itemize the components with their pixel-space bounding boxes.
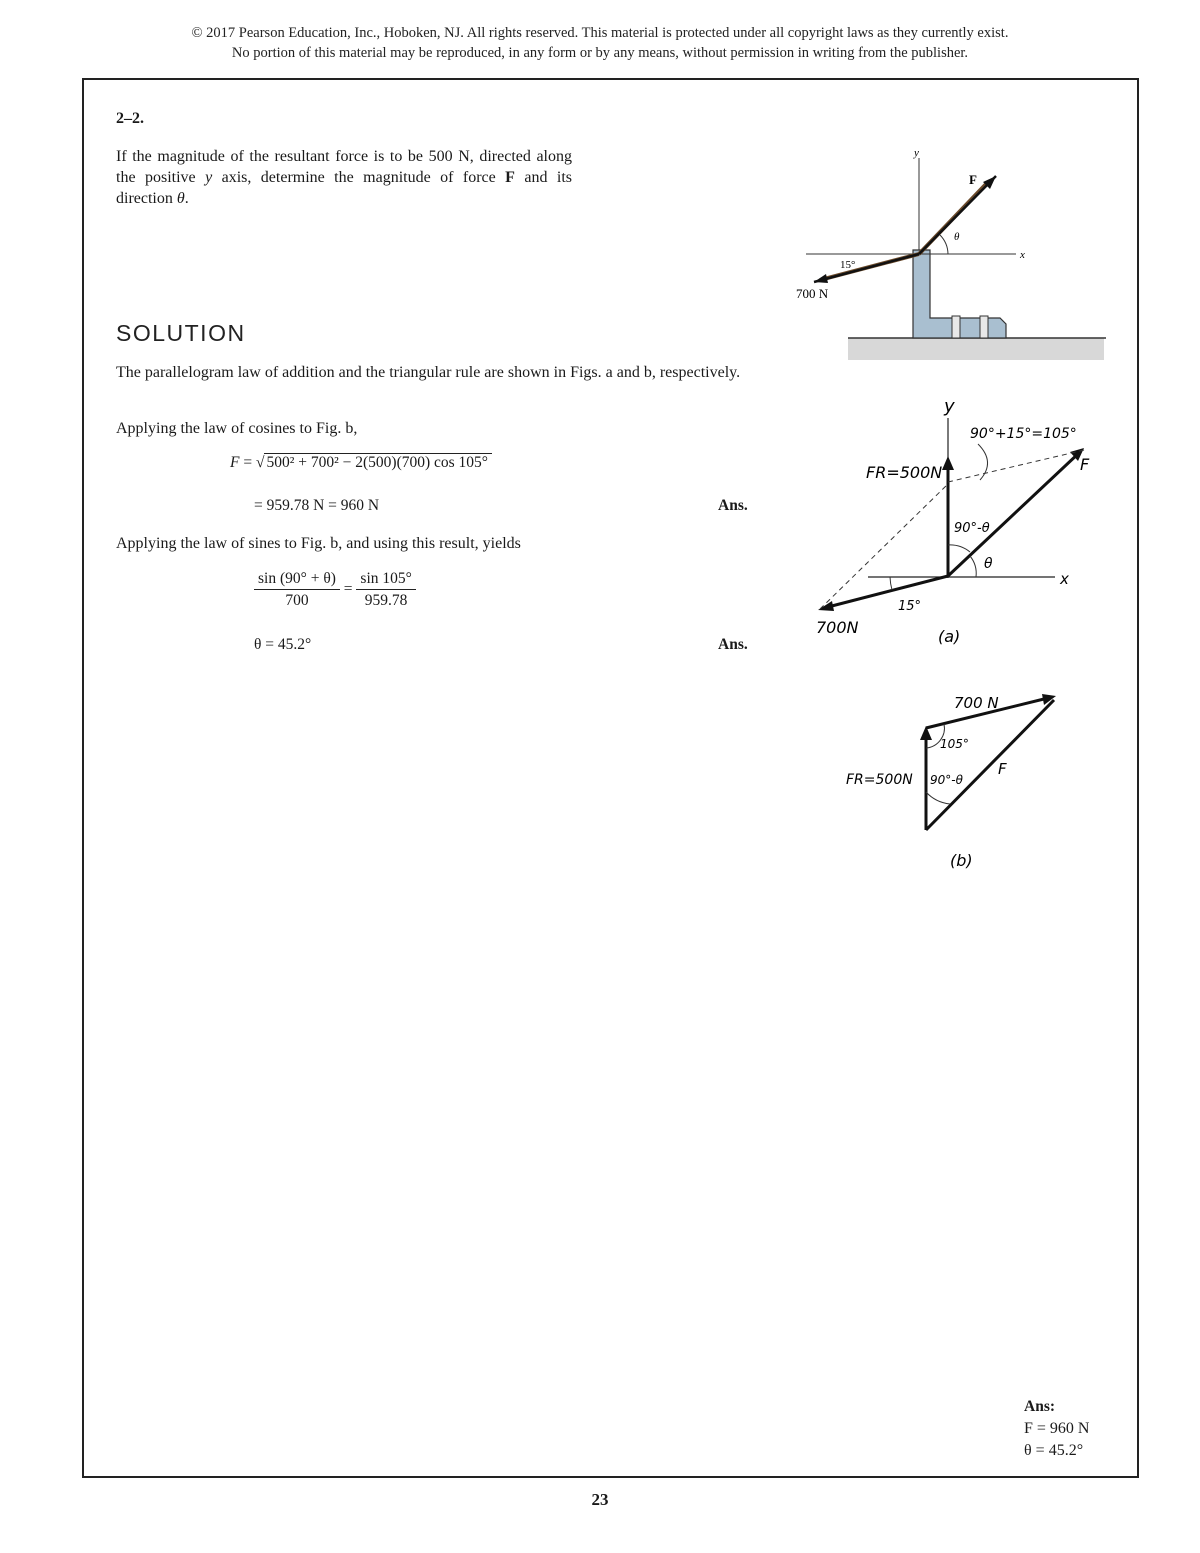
x-axis-label: x bbox=[1020, 249, 1025, 261]
y-axis-label: y bbox=[914, 147, 919, 159]
angle-15-label: 15° bbox=[840, 259, 856, 271]
fig-b-ninety-label: 90°-θ bbox=[930, 773, 963, 787]
fig-b-700-label: 700 N bbox=[954, 694, 999, 712]
fig-a-arc-15 bbox=[890, 577, 892, 590]
sine-equation: $\frac{\sin (90^\circ + \theta)}{700}$ = $\frac{\sin 105^\circ}{959.78}$ bbox=[254, 570, 416, 610]
fig-b-f-label: F bbox=[998, 760, 1007, 778]
fig-a-ninety-label: 90°-θ bbox=[954, 521, 990, 536]
force-f-label: F bbox=[969, 172, 977, 187]
fig-a-arc-90 bbox=[948, 545, 970, 552]
fig-a-x-label: x bbox=[1060, 570, 1069, 588]
fig-a-fr-label: FR=500N bbox=[866, 463, 943, 482]
fig-a-y-label: y bbox=[944, 396, 955, 417]
answer-mark-1: Ans. bbox=[718, 497, 748, 514]
answer-mark-2: Ans. bbox=[718, 636, 748, 653]
fig-b-fr-label: FR=500N bbox=[846, 772, 913, 788]
figure-a bbox=[800, 390, 1100, 660]
fig-b-f-vector bbox=[926, 700, 1054, 830]
fig-b-arc-90 bbox=[926, 792, 950, 804]
force-700-arrow bbox=[814, 254, 919, 282]
sines-intro: Applying the law of sines to Fig. b, and using this result, yields bbox=[116, 535, 521, 552]
fig-b-105-label: 105° bbox=[940, 737, 969, 751]
bolt-1 bbox=[952, 316, 960, 338]
fig-a-caption: (a) bbox=[938, 627, 961, 646]
final-answer-f: F = 960 N bbox=[1024, 1420, 1090, 1437]
fig-a-15-label: 15° bbox=[898, 599, 922, 614]
problem-figure bbox=[780, 140, 1120, 370]
fig-a-700-arrowhead bbox=[818, 601, 834, 611]
solution-heading: SOLUTION bbox=[116, 320, 246, 346]
final-answer-label: Ans: bbox=[1024, 1398, 1056, 1415]
theta-label: θ bbox=[954, 231, 960, 243]
fig-a-dash-1 bbox=[820, 484, 948, 609]
fig-a-fr-arrowhead bbox=[942, 456, 954, 470]
theta-arc bbox=[940, 235, 948, 254]
ground-hatch bbox=[848, 338, 1104, 360]
solution-intro: The parallelogram law of addition and the triangular rule are shown in Figs. a and b, respectively. bbox=[116, 364, 741, 381]
cosine-result: = 959.78 N = 960 N bbox=[254, 497, 380, 514]
fig-a-f-vector bbox=[948, 452, 1080, 576]
fig-a-leader bbox=[978, 444, 988, 480]
copyright-line-1: © 2017 Pearson Education, Inc., Hoboken, NJ. All rights reserved. This material is protected under all copyright laws as they currently exist. bbox=[191, 25, 1009, 41]
force-700-label: 700 N bbox=[796, 286, 829, 301]
page-number: 23 bbox=[591, 1490, 609, 1509]
cosine-equation: F = √ 500² + 700² − 2(500)(700) cos 105° bbox=[230, 454, 492, 472]
problem-number: 2–2. bbox=[116, 110, 144, 127]
fig-a-arc-theta bbox=[970, 556, 976, 577]
fig-a-f-label: F bbox=[1080, 455, 1090, 474]
cosines-intro: Applying the law of cosines to Fig. b, bbox=[116, 420, 358, 437]
copyright-line-2: No portion of this material may be reproduced, in any form or by any means, without permission in writing from the publisher. bbox=[231, 45, 969, 61]
bolt-2 bbox=[980, 316, 988, 338]
fig-a-theta-label: θ bbox=[984, 556, 993, 572]
fig-a-angle-sum: 90°+15°=105° bbox=[970, 426, 1077, 442]
fig-a-700-label: 700N bbox=[816, 618, 859, 637]
problem-statement: If the magnitude of the resultant force is to be 500 N, directed along the positive y axis, determine the magnitude of force F and its direction θ. bbox=[116, 148, 573, 207]
figure-b bbox=[840, 686, 1080, 876]
force-700-arrowhead bbox=[814, 274, 828, 283]
final-answer-theta: θ = 45.2° bbox=[1024, 1442, 1084, 1459]
fig-a-700-vector bbox=[824, 576, 948, 608]
theta-result: θ = 45.2° bbox=[254, 636, 312, 653]
fig-b-caption: (b) bbox=[950, 851, 973, 870]
